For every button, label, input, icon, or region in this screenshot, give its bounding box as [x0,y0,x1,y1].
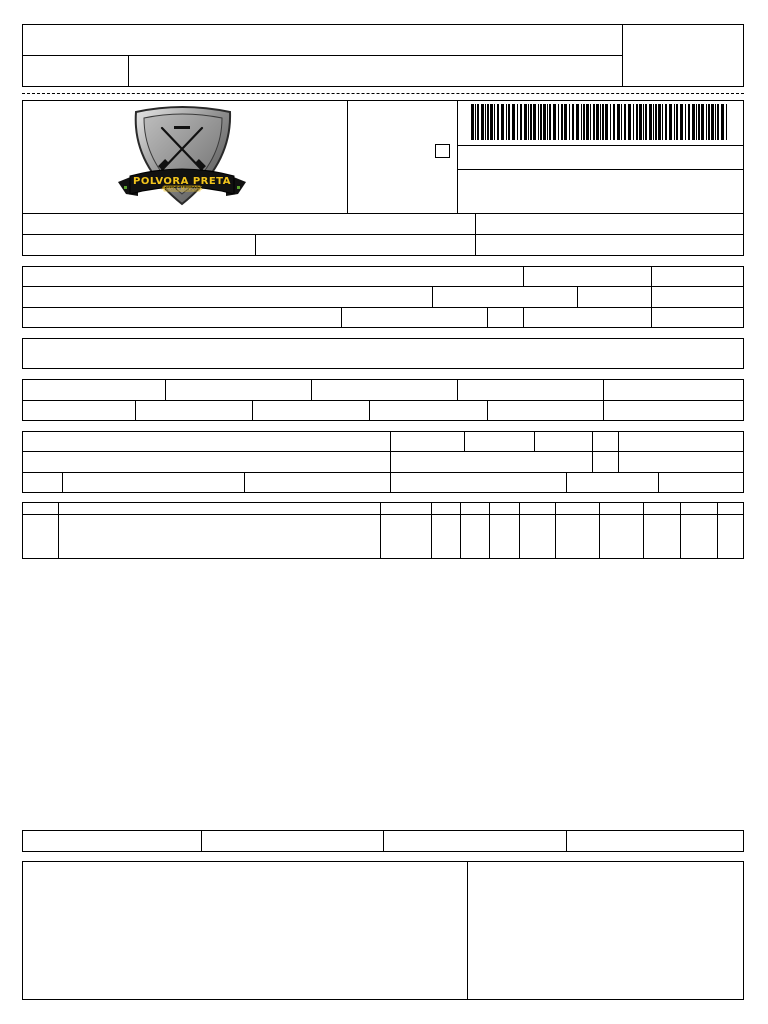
barcode-bar [553,104,556,140]
recipient-name-field[interactable] [23,267,522,286]
barcode-bar [628,104,631,140]
barcode-bar [711,104,714,140]
barcode-bar [508,104,510,140]
issqn-value-field[interactable] [567,831,743,851]
barcode-bar [485,104,486,140]
vehicle-plate-field[interactable] [535,432,591,451]
barcode-bar [543,104,546,140]
barcode-bar [639,104,642,140]
vehicle-state-field[interactable] [593,432,617,451]
exit-date-field[interactable] [652,287,743,307]
barcode-bar [665,104,667,140]
complementary-info-field[interactable] [23,862,466,999]
icms-value-field[interactable] [166,380,310,400]
barcode-bar [600,104,601,140]
icms-st-value-field[interactable] [458,380,602,400]
barcode-bar [569,104,570,140]
address-field[interactable] [23,287,431,307]
barcode-bar [633,104,634,140]
issqn-base-field[interactable] [384,831,565,851]
municipal-registration-field[interactable] [23,831,200,851]
other-expenses-field[interactable] [370,401,486,420]
barcode-bar [613,104,615,140]
barcode-bar [610,104,611,140]
barcode-bar [558,104,559,140]
freight-field[interactable] [23,401,134,420]
city-field[interactable] [23,308,340,327]
barcode-bar [590,104,591,140]
recipient-ie-field[interactable] [524,308,650,327]
barcode-bar [698,104,700,140]
invoice-duplicates-field[interactable] [22,338,744,369]
barcode-bar [517,104,518,140]
barcode-bar [547,104,548,140]
barcode-bar [602,104,604,140]
numbering-field[interactable] [391,473,565,492]
barcode-bar [475,104,476,140]
services-total-field[interactable] [202,831,382,851]
state-registration-st-field[interactable] [256,235,474,255]
barcode-bar [676,104,678,140]
species-field[interactable] [63,473,243,492]
icms-st-base-field[interactable] [312,380,456,400]
barcode-bar [572,104,574,140]
barcode-bar [706,104,707,140]
quantity-field[interactable] [23,473,61,492]
cut-line [22,93,744,94]
barcode-bar [715,104,716,140]
header-divider-1 [347,100,348,214]
barcode-bar [471,104,474,140]
barcode-bar [593,104,595,140]
protocol-field[interactable] [476,214,743,234]
logo-subtitle: ARMAS E MUNIÇÕES [161,186,203,191]
logo-title: POLVORA PRETA [133,176,231,187]
barcode-bar [549,104,551,140]
receipt-date-field[interactable] [22,55,129,87]
barcode-bar [586,104,589,140]
discount-field[interactable] [253,401,368,420]
barcode-bar [576,104,579,140]
brand-field[interactable] [245,473,389,492]
sefaz-query-field[interactable] [458,170,743,213]
freight-payer-field[interactable] [391,432,463,451]
barcode-bar [533,104,536,140]
barcode-bar [653,104,654,140]
district-field[interactable] [433,287,576,307]
state-field[interactable] [488,308,522,327]
barcode-bar [596,104,599,140]
barcode-bar [624,104,626,140]
carrier-address-field[interactable] [23,452,389,472]
barcode-bar [688,104,690,140]
invoice-total-field[interactable] [604,401,743,420]
barcode-bar [487,104,489,140]
barcode-bar [605,104,608,140]
barcode-bar [674,104,675,140]
barcode-icon [471,104,729,140]
barcode-bar [520,104,522,140]
barcode-bar [490,104,493,140]
exit-time-field[interactable] [652,308,743,327]
icms-base-field[interactable] [23,380,164,400]
barcode-bar [561,104,563,140]
ipi-value-field[interactable] [488,401,602,420]
recipient-cnpj-field[interactable] [524,267,650,286]
barcode-bar [662,104,663,140]
barcode-bar [645,104,647,140]
barcode-bar [726,104,727,140]
barcode-bar [636,104,638,140]
barcode-bar [721,104,724,140]
barcode-bar [583,104,585,140]
state-registration-field[interactable] [23,235,254,255]
antt-code-field[interactable] [465,432,533,451]
barcode-bar [680,104,683,140]
barcode-bar [538,104,539,140]
barcode-bar [477,104,479,140]
barcode-bar [528,104,529,140]
issue-date-field[interactable] [652,267,743,286]
gross-weight-field[interactable] [567,473,657,492]
products-table-row[interactable] [23,515,743,558]
additional-data-divider [467,861,468,1000]
entry-exit-checkbox[interactable] [435,144,450,158]
barcode-bar [564,104,567,140]
insurance-field[interactable] [136,401,251,420]
phone-field[interactable] [342,308,486,327]
barcode-bar [643,104,644,140]
barcode-bar [658,104,661,140]
barcode-bar [617,104,620,140]
barcode-bar [512,104,515,140]
crossed-rifles-shield-icon [112,104,252,210]
barcode-bar [540,104,542,140]
barcode-bar [692,104,695,140]
barcode-bar [621,104,622,140]
zip-code-field[interactable] [578,287,650,307]
carrier-state-field[interactable] [593,452,617,472]
cnpj-field[interactable] [476,235,743,255]
barcode-bar [655,104,657,140]
carrier-city-field[interactable] [391,452,591,472]
tax-authority-reserved-field[interactable] [469,862,743,999]
carrier-ie-field[interactable] [619,452,743,472]
access-key-field[interactable] [458,146,743,169]
receipt-number-field[interactable] [623,25,743,86]
barcode-bar [481,104,484,140]
barcode-bar [524,104,527,140]
carrier-name-field[interactable] [23,432,389,451]
barcode-bar [497,104,499,140]
barcode-bar [701,104,704,140]
barcode-bar [696,104,697,140]
barcode-bar [717,104,719,140]
receipt-signature-field[interactable] [129,56,622,86]
barcode [471,104,729,140]
barcode-bar [530,104,532,140]
barcode-bar [494,104,495,140]
company-logo [112,104,252,210]
barcode-bar [685,104,686,140]
carrier-cnpj-field[interactable] [619,432,743,451]
barcode-bar [649,104,652,140]
net-weight-field[interactable] [659,473,743,492]
products-total-field[interactable] [604,380,743,400]
barcode-bar [581,104,582,140]
barcode-bar [708,104,710,140]
barcode-bar [506,104,507,140]
barcode-bar [501,104,504,140]
nature-of-operation-field[interactable] [23,214,474,234]
barcode-bar [669,104,672,140]
